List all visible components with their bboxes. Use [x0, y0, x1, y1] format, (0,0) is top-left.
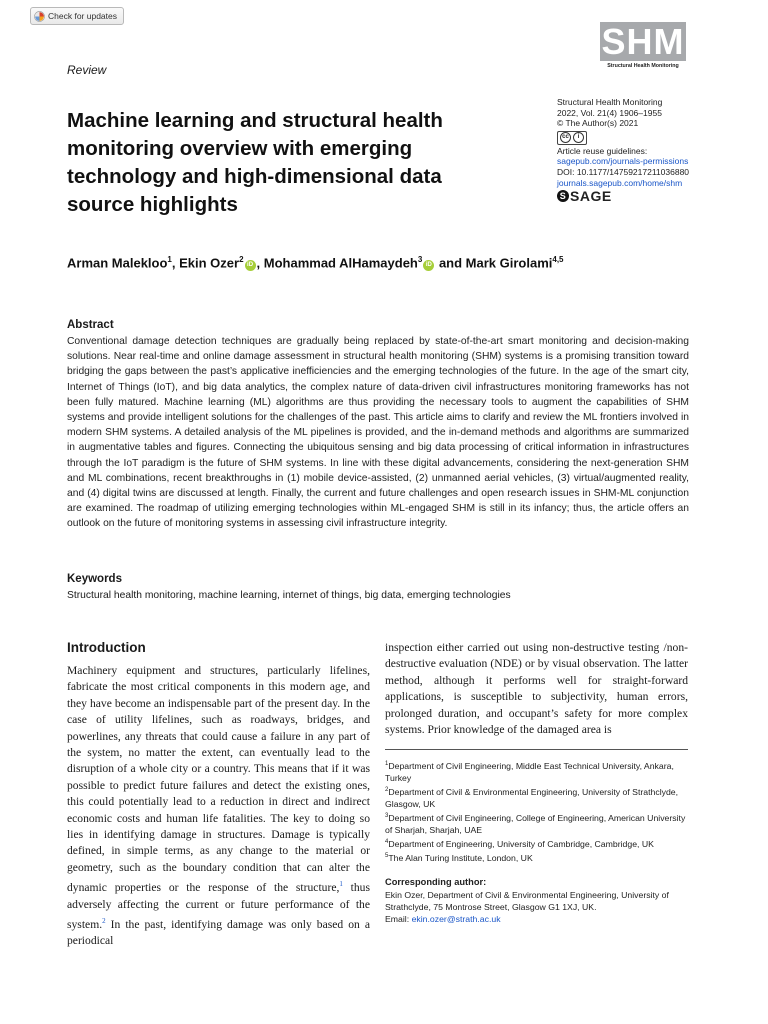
- journal-logo-subtitle: Structural Health Monitoring: [607, 63, 679, 69]
- author-name: Mark Girolami: [465, 255, 553, 271]
- affiliation-text: Department of Civil Engineering, Middle East Technical University, Ankara, Turkey: [385, 760, 674, 783]
- author-separator: and: [435, 255, 466, 271]
- journal-logo: [600, 22, 686, 72]
- author-list: [67, 255, 564, 271]
- creative-commons-icon: cc i: [557, 131, 587, 145]
- affiliation-number: 5: [385, 852, 389, 859]
- affiliation-text: The Alan Turing Institute, London, UK: [388, 852, 533, 863]
- author-affiliation-mark: 4,5: [552, 255, 564, 264]
- publisher-logo: [557, 187, 757, 204]
- publisher-name: SAGE: [570, 187, 612, 204]
- doi: DOI: 10.1177/14759217211036880: [557, 166, 690, 177]
- check-for-updates-icon: [34, 11, 45, 22]
- intro-text-b: thus adversely affecting the current or future performance of the system.: [67, 881, 370, 931]
- article-title: Machine learning and structural health monitoring overview with emerging technology and high-dimensional data source highlights: [67, 109, 443, 216]
- keywords-heading: Keywords: [67, 573, 122, 585]
- affiliation-item: [385, 758, 688, 784]
- author-separator: ,: [171, 255, 180, 271]
- affiliation-item: [385, 850, 688, 864]
- corresponding-author-address: Ekin Ozer, Department of Civil & Environmental Engineering, University of Strathclyde, 75 Montrose Street, Glasgow G1 1XJ, UK.: [385, 890, 669, 912]
- affiliation-number: 3: [385, 812, 389, 819]
- orcid-icon[interactable]: iD: [423, 260, 434, 271]
- affiliation-item: [385, 810, 688, 836]
- author-name: Mohammad AlHamaydeh: [263, 255, 418, 271]
- affiliation-text: Department of Civil Engineering, College of Engineering, American University of Sharjah, Sharjah, UAE: [385, 812, 686, 835]
- corresponding-author: [385, 876, 688, 925]
- copyright: © The Author(s) 2021: [557, 118, 639, 129]
- intro-column-left: [67, 663, 370, 950]
- journal-volume: 2022, Vol. 21(4) 1906–1955: [557, 107, 662, 118]
- introduction-heading: Introduction: [67, 640, 146, 655]
- reuse-link[interactable]: sagepub.com/journals-permissions: [557, 156, 689, 167]
- email-link[interactable]: ekin.ozer@strath.ac.uk: [411, 914, 501, 924]
- author-affiliation-mark: 1: [167, 255, 172, 264]
- check-for-updates-label: Check for updates: [48, 11, 117, 21]
- abstract-heading: Abstract: [67, 319, 114, 331]
- abstract-text: Conventional damage detection techniques are gradually being replaced by state-of-the-art smart monitoring and decision-making solutions. Near real-time and online damage assessment in structural health monitoring (SHM) systems is a promising transition toward bridging the gaps between the past’s applicative inefficiencies and the emerging technologies of the future. In the age of the smart city, Internet of Things (IoT), and big data analytics, the complex nature of data-driven civil infrastructures monitoring frameworks has not been fully matured. Machine learning (ML) algorithms are thus providing the necessary tools to augment the capabilities of SHM systems and provide intelligent solutions for the challenges of the past. This article aims to clarify and review the ML frontiers involved in modern SHM systems. A detailed analysis of the ML pipelines is provided, and the in-demand methods and algorithms are summarized in augmentative tables and figures. Connecting the ubiquitous sensing and big data processing of critical information in infrastructures through the IoT paradigm is the future of SHM systems. In line with these digital advancements, considering the next-generation SHM and ML combinations, recent breakthroughs in (1) mobile device-assisted, (2) unmanned aerial vehicles, (3) virtual/augmented reality, and (4) digital twins are discussed at length. Finally, the current and future challenges and open research issues in SHM-ML conjunction are examined. The roadmap of utilizing emerging technologies within ML-engaged SHM is still in its infancy; thus, the article offers an outlook on the future of monitoring systems in assessing civil infrastructure integrity.: [67, 336, 689, 530]
- footnote-divider: [385, 749, 688, 750]
- check-for-updates-button[interactable]: [30, 7, 124, 25]
- affiliation-text: Department of Engineering, University of Cambridge, Cambridge, UK: [388, 838, 654, 849]
- keywords-text: Structural health monitoring, machine learning, internet of things, big data, emerging technologies: [67, 590, 511, 601]
- affiliation-item: [385, 784, 688, 810]
- author-name: Ekin Ozer: [179, 255, 240, 271]
- author-affiliation-mark: 2: [239, 255, 244, 264]
- journal-name: Structural Health Monitoring: [557, 97, 663, 107]
- reuse-label: Article reuse guidelines:: [557, 145, 648, 156]
- sage-icon: S: [557, 190, 569, 202]
- affiliation-text: Department of Civil & Environmental Engineering, University of Strathclyde, Glasgow, UK: [385, 786, 679, 809]
- reference-1-link[interactable]: 1: [339, 880, 343, 889]
- affiliation-number: 1: [385, 761, 389, 767]
- reference-2-link[interactable]: 2: [102, 916, 106, 925]
- affiliation-item: [385, 836, 688, 850]
- author-separator: ,: [256, 255, 264, 271]
- journal-link[interactable]: journals.sagepub.com/home/shm: [557, 177, 683, 188]
- affiliation-number: 2: [385, 786, 389, 793]
- orcid-icon[interactable]: iD: [245, 260, 256, 271]
- journal-meta: [557, 97, 757, 202]
- intro-text-a: Machinery equipment and structures, particularly lifelines, fabricate the most critical components in this modern age, and they have become an indispensable part of the present day. In the case of utility lifelines, such as roadways, bridges, and powerlines, any threats that could cause a failure in any part of the system, no matter the extent, can eventually lead to the disruption of a whole city or a country. This means that if it was possible to predict future failures and detect the existing ones, this could potentially lead to a reduction in direct and indirect economic costs and human life fatalities. The key to doing so lies in identifying damage in structures. Damage is typically defined, in simple terms, as any change to the material or geometry, such as the boundary condition that can alter the dynamic properties or the response of the structure,: [67, 664, 370, 895]
- email-label: Email:: [385, 914, 412, 924]
- journal-logo-mark: SHM: [601, 21, 685, 62]
- article-type: Review: [67, 63, 107, 77]
- author-affiliation-mark: 3: [417, 255, 423, 264]
- affiliations: [385, 758, 688, 863]
- intro-column-right: inspection either carried out using non-destructive testing /non-destructive evaluation (NDE) or by visual observation. The latter method, although it performs well for straight-forward applications, is susceptible to subjectivity, human errors, prolonged duration, and occupant’s safety for more complex systems. Prior knowledge of the damaged area is: [385, 641, 688, 737]
- intro-text-c: In the past, identifying damage was only based on a periodical: [67, 917, 370, 948]
- author-name: Arman Malekloo: [67, 255, 168, 271]
- corresponding-author-heading: Corresponding author:: [385, 877, 487, 887]
- affiliation-number: 4: [385, 838, 389, 845]
